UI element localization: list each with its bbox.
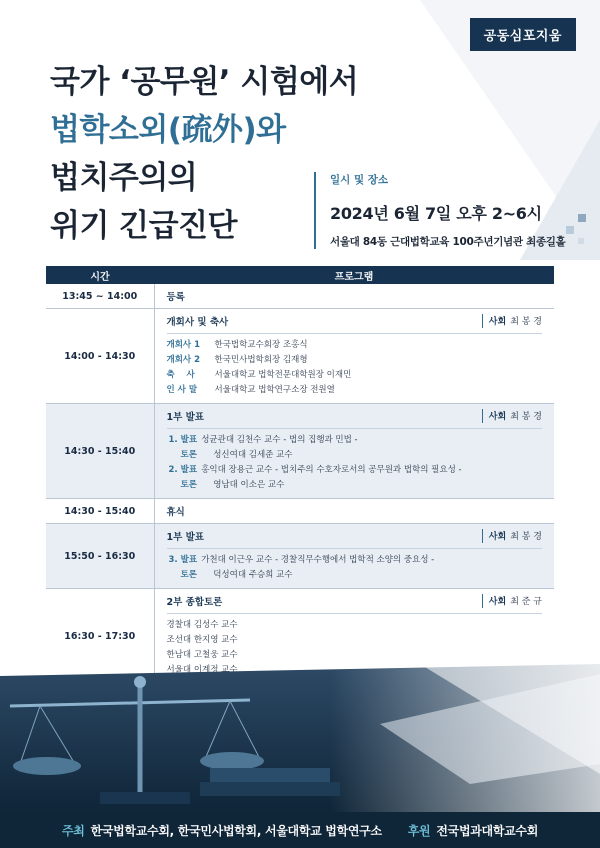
list-item: 한남대 고철웅 교수 <box>166 650 238 660</box>
host-info: 사회 최 봉 경 <box>482 409 542 423</box>
col-time-header: 시간 <box>46 266 154 284</box>
title-line-2: 법학소외(疏外)와 <box>50 112 286 148</box>
list-item: 2. 발표 홍익대 장용근 교수 - 법치주의 수호자로서의 공무원과 법학의 필요성 - <box>168 465 462 475</box>
row-time: 14:00 - 14:30 <box>46 309 154 404</box>
host-organizations: 한국법학교수회, 한국민사법학회, 서울대학교 법학연구소 <box>90 823 382 838</box>
table-row <box>46 284 554 309</box>
title-line-4: 위기 긴급진단 <box>50 208 237 244</box>
sponsor-organization: 전국법과대학교수회 <box>436 823 538 838</box>
table-row <box>46 499 554 524</box>
row-title: 휴식 <box>166 507 185 518</box>
table-row <box>46 404 554 499</box>
list-item: 축 사 서울대학교 법학전문대학원장 이재민 <box>166 370 352 380</box>
host-tag: 주최 <box>62 823 85 838</box>
program-table <box>46 266 554 709</box>
poster-title <box>50 58 358 250</box>
host-info: 사회 최 준 규 <box>482 594 542 608</box>
list-item: 토론 영남대 이소은 교수 <box>180 480 285 490</box>
host-info: 사회 최 봉 경 <box>482 314 542 328</box>
list-item: 조선대 한지영 교수 <box>166 635 238 645</box>
row-title: 1부 발표 <box>166 412 204 423</box>
row-time: 14:30 - 15:40 <box>46 499 154 524</box>
table-row <box>46 309 554 404</box>
row-title: 등록 <box>166 292 185 303</box>
row-time: 16:30 - 17:30 <box>46 589 154 684</box>
host-info: 사회 최 봉 경 <box>482 529 542 543</box>
footer-bar <box>0 812 600 848</box>
event-place: 서울대 84동 근대법학교육 100주년기념관 최종길홀 <box>330 236 566 248</box>
event-date: 2024년 6월 7일 오후 2~6시 <box>330 204 542 223</box>
row-time: 14:30 - 15:40 <box>46 404 154 499</box>
list-item: 개회사 1 한국법학교수회장 조홍식 <box>166 340 308 350</box>
row-title: 2부 종합토론 <box>166 597 223 608</box>
list-item: 경찰대 김성수 교수 <box>166 620 238 630</box>
row-title: 개회사 및 축사 <box>166 317 229 328</box>
row-title: 1부 발표 <box>166 532 204 543</box>
list-item: 토론 성신여대 김세준 교수 <box>180 450 293 460</box>
col-program-header: 프로그램 <box>154 266 554 284</box>
title-line-1: 국가 ‘공무원’ 시험에서 <box>50 64 359 100</box>
sponsor-tag: 후원 <box>407 823 431 838</box>
symposium-badge: 공동심포지움 <box>470 18 576 51</box>
list-item: 토론 덕성여대 주승희 교수 <box>180 570 293 580</box>
list-item: 3. 발표 가천대 이근우 교수 - 경찰직무수행에서 법학적 소양의 중요성 - <box>168 555 435 565</box>
row-time: 15:50 - 16:30 <box>46 524 154 589</box>
title-line-3: 법치주의의 <box>50 160 198 196</box>
list-item: 인 사 말 서울대학교 법학연구소장 전원열 <box>166 385 335 395</box>
list-item: 개회사 2 한국민사법학회장 김재형 <box>166 355 308 365</box>
scales-of-justice-image <box>0 664 600 812</box>
row-time: 13:45 ~ 14:00 <box>46 284 154 309</box>
info-label: 일시 및 장소 <box>330 174 389 186</box>
list-item: 1. 발표 성균관대 김천수 교수 - 법의 집행과 민법 - <box>168 435 358 445</box>
table-row <box>46 524 554 589</box>
event-info <box>314 172 565 249</box>
